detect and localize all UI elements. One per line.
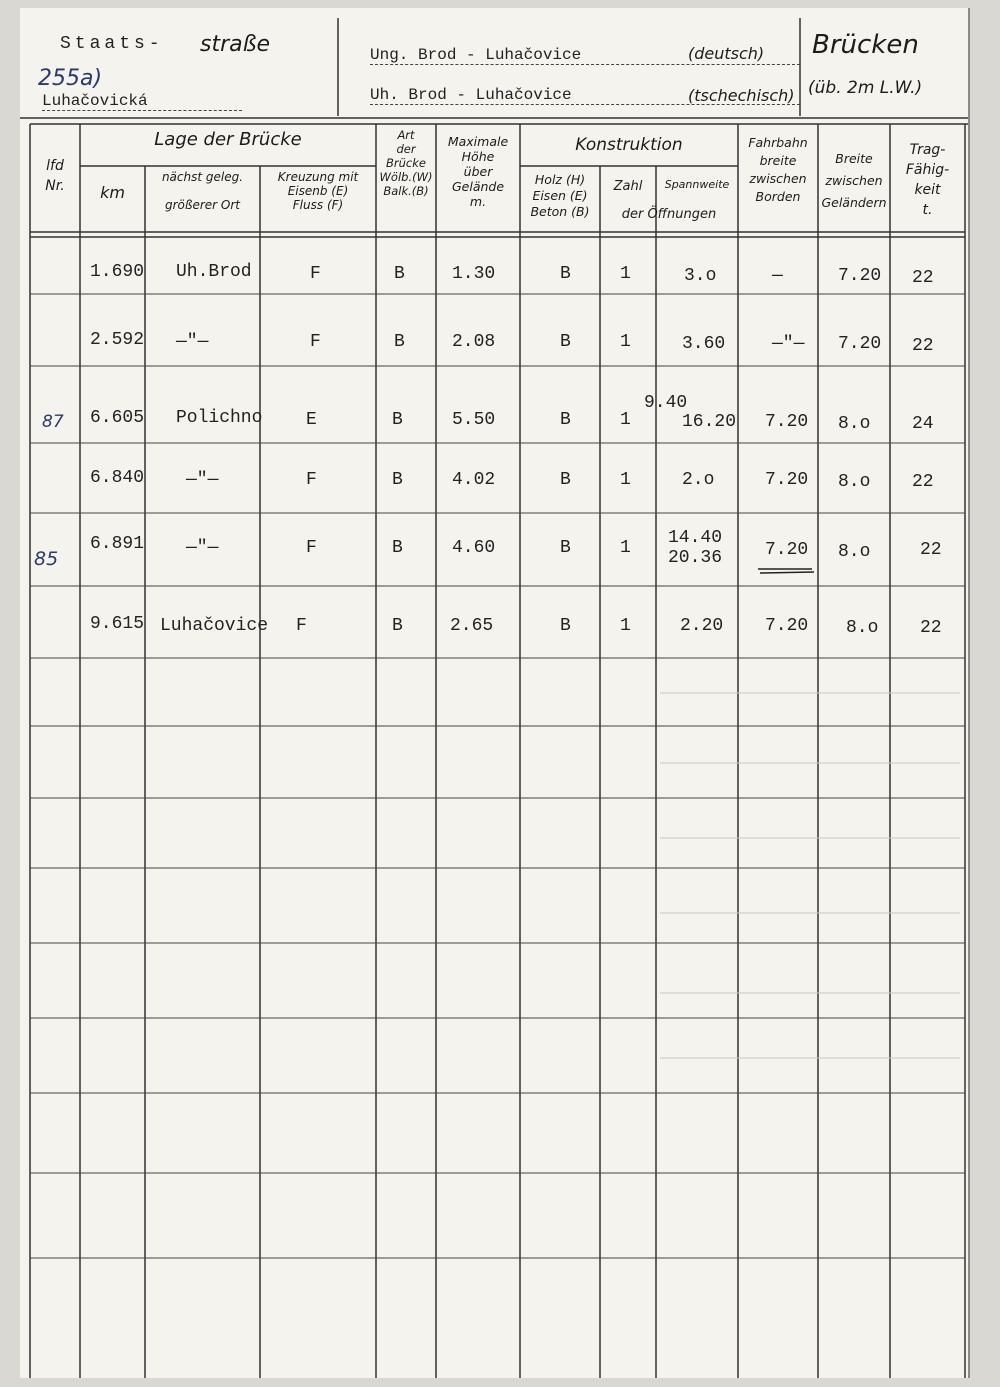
- row3-hoehe: 5.50: [452, 410, 496, 430]
- col-material: Holz (H) Eisen (E) Beton (B): [530, 172, 590, 219]
- col-oeffnungen: der Öffnungen: [621, 207, 717, 222]
- row5-spannweite-1: 14.40: [668, 528, 723, 548]
- form-title: Brücken: [812, 30, 919, 60]
- row6-zahl: 1: [620, 616, 631, 636]
- row4-km: 6.840: [90, 468, 145, 488]
- col-art: Art der Brücke Wölb.(W) Balk.(B): [379, 128, 433, 198]
- row2-breite: 7.20: [838, 334, 882, 354]
- row2-fahrbahn: —"—: [772, 334, 805, 354]
- row2-ort: —"—: [176, 332, 209, 352]
- row6-breite: 8.o: [846, 618, 879, 638]
- row4-hoehe: 4.02: [452, 470, 496, 490]
- row5-hoehe: 4.60: [452, 538, 496, 558]
- row5-zahl: 1: [620, 538, 631, 558]
- row4-trag: 22: [912, 472, 934, 492]
- row5-km: 6.891: [90, 534, 145, 554]
- row3-trag: 24: [912, 414, 934, 434]
- row3-margin-note: 87: [42, 412, 64, 432]
- col-km: km: [100, 183, 125, 202]
- row5-art: B: [392, 538, 403, 558]
- row6-art: B: [392, 616, 403, 636]
- row6-kreuzung: F: [296, 616, 307, 636]
- col-breite: Breite zwischen Geländern: [821, 151, 887, 210]
- col-hoehe: Maximale Höhe über Gelände m.: [447, 134, 509, 209]
- row3-km: 6.605: [90, 408, 145, 428]
- col-kreuzung: Kreuzung mit Eisenb (E) Fluss (F): [277, 170, 359, 212]
- route-czech: Uh. Brod - Luhačovice: [370, 86, 800, 105]
- form-subtitle: (üb. 2m L.W.): [808, 78, 923, 98]
- col-group-lage: Lage der Brücke: [154, 129, 302, 150]
- row3-art: B: [392, 410, 403, 430]
- document-sheet: [20, 8, 970, 1378]
- route-german: Ung. Brod - Luhačovice: [370, 46, 800, 65]
- row6-hoehe: 2.65: [450, 616, 494, 636]
- row1-breite: 7.20: [838, 266, 882, 286]
- row4-fahrbahn: 7.20: [765, 470, 809, 490]
- row1-fahrbahn: —: [772, 266, 783, 286]
- row6-km: 9.615: [90, 614, 145, 634]
- road-name: Luhačovická: [42, 92, 242, 111]
- col-ort: nächst geleg. größerer Ort: [161, 170, 244, 212]
- row2-material: B: [560, 332, 571, 352]
- row2-km: 2.592: [90, 330, 145, 350]
- row2-hoehe: 2.08: [452, 332, 496, 352]
- row5-spannweite-2: 20.36: [668, 548, 723, 568]
- col-group-konstruktion: Konstruktion: [575, 135, 683, 155]
- row6-material: B: [560, 616, 571, 636]
- road-number: 255a): [38, 66, 103, 91]
- row3-ort: Polichno: [176, 408, 263, 428]
- row1-spannweite: 3.o: [684, 266, 717, 286]
- row3-spannweite-1: 9.40: [644, 393, 688, 413]
- row1-kreuzung: F: [310, 264, 321, 284]
- row4-ort: —"—: [186, 470, 219, 490]
- route-czech-tag: (tschechisch): [688, 86, 795, 105]
- row5-trag: 22: [920, 540, 942, 560]
- row4-zahl: 1: [620, 470, 631, 490]
- row2-kreuzung: F: [310, 332, 321, 352]
- row2-trag: 22: [912, 336, 934, 356]
- row2-art: B: [394, 332, 405, 352]
- col-fahrbahn: Fahrbahn breite zwischen Borden: [748, 135, 808, 204]
- road-type-label: Staats-: [60, 34, 164, 54]
- row4-kreuzung: F: [306, 470, 317, 490]
- row3-material: B: [560, 410, 571, 430]
- row1-hoehe: 1.30: [452, 264, 496, 284]
- row3-spannweite-2: 16.20: [682, 412, 737, 432]
- road-type-suffix: straße: [200, 32, 271, 57]
- row4-spannweite: 2.o: [682, 470, 715, 490]
- row5-margin-note: 85: [34, 548, 59, 570]
- row5-breite: 8.o: [838, 542, 871, 562]
- row1-ort: Uh.Brod: [176, 262, 252, 282]
- col-spannweite: Spannweite: [664, 178, 730, 191]
- row3-breite: 8.o: [838, 414, 871, 434]
- row3-zahl: 1: [620, 410, 631, 430]
- col-tragfaehigkeit: Trag- Fähig- keit t.: [905, 142, 950, 218]
- row6-spannweite: 2.20: [680, 616, 724, 636]
- row4-art: B: [392, 470, 403, 490]
- row1-material: B: [560, 264, 571, 284]
- row6-ort: Luhačovice: [160, 616, 269, 636]
- row4-material: B: [560, 470, 571, 490]
- row4-breite: 8.o: [838, 472, 871, 492]
- row1-art: B: [394, 264, 405, 284]
- row6-fahrbahn: 7.20: [765, 616, 809, 636]
- route-german-tag: (deutsch): [688, 44, 765, 63]
- col-zahl: Zahl: [613, 179, 643, 194]
- row1-trag: 22: [912, 268, 934, 288]
- row2-zahl: 1: [620, 332, 631, 352]
- row5-material: B: [560, 538, 571, 558]
- row3-fahrbahn: 7.20: [765, 412, 809, 432]
- row6-trag: 22: [920, 618, 942, 638]
- row5-fahrbahn: 7.20: [765, 540, 809, 560]
- row1-km: 1.690: [90, 262, 145, 282]
- row5-ort: —"—: [186, 538, 219, 558]
- row1-zahl: 1: [620, 264, 631, 284]
- col-lfd-nr: lfd Nr.: [45, 158, 65, 194]
- row2-spannweite: 3.60: [682, 334, 726, 354]
- row3-kreuzung: E: [306, 410, 317, 430]
- row5-kreuzung: F: [306, 538, 317, 558]
